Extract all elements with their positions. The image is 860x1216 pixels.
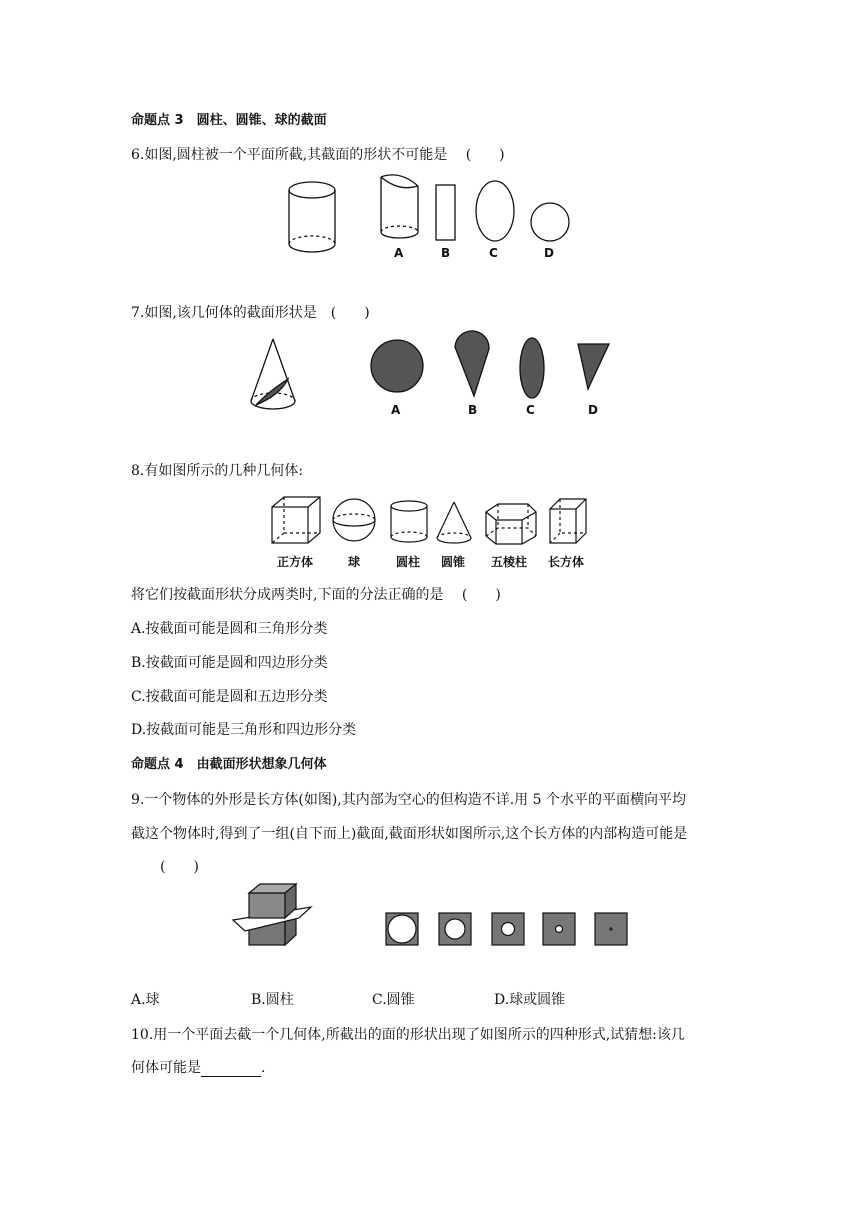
question-9-line-1: 9.一个物体的外形是长方体(如图),其内部为空心的但构造不详.用 5 个水平的平面横向平均 <box>131 792 686 808</box>
section-heading-4: 命题点 4 由截面形状想象几何体 <box>131 757 327 772</box>
question-10-line-1: 10.用一个平面去截一个几何体,所截出的面的形状出现了如图所示的四种形式,试猜想:该几 <box>131 1027 685 1043</box>
shape-label-pentagonal-prism: 五棱柱 <box>491 555 528 569</box>
shape-label-cone: 圆锥 <box>441 555 466 569</box>
q7-label-c: C <box>526 403 535 417</box>
q7-label-b: B <box>468 403 478 417</box>
q8-option-b: B.按截面可能是圆和四边形分类 <box>131 655 328 671</box>
q6-label-a: A <box>394 246 404 260</box>
q9-option-d: D.球或圆锥 <box>494 992 566 1008</box>
section-5-shape <box>595 913 627 945</box>
q9-option-c: C.圆锥 <box>372 992 415 1008</box>
q9-option-b: B.圆柱 <box>251 992 294 1008</box>
section-2-shape <box>439 913 471 945</box>
q7-label-a: A <box>391 403 401 417</box>
shape-label-cube: 正方体 <box>277 555 314 569</box>
question-6-text: 6.如图,圆柱被一个平面所截,其截面的形状不可能是 ( ) <box>131 147 505 163</box>
q9-option-a: A.球 <box>131 992 160 1008</box>
answer-blank[interactable] <box>201 1062 261 1077</box>
section-1-shape <box>386 913 418 945</box>
shape-label-cylinder: 圆柱 <box>396 555 421 569</box>
q8-option-a: A.按截面可能是圆和三角形分类 <box>131 621 328 637</box>
question-8-prompt: 将它们按截面形状分成两类时,下面的分法正确的是 ( ) <box>131 587 501 603</box>
section-4-shape <box>543 913 575 945</box>
q6-label-c: C <box>489 246 498 260</box>
q8-option-d: D.按截面可能是三角形和四边形分类 <box>131 722 357 738</box>
cuboid-with-plane-figure <box>233 884 311 945</box>
question-10-line-2: 何体可能是 . <box>131 1060 266 1076</box>
question-9-bracket: ( ) <box>160 859 199 875</box>
shape-label-sphere: 球 <box>348 555 361 569</box>
q6-label-d: D <box>544 246 554 260</box>
question-10-line-2-text: 何体可能是 <box>131 1060 201 1076</box>
question-8-text: 8.有如图所示的几种几何体: <box>131 463 304 479</box>
section-heading-3: 命题点 3 圆柱、圆锥、球的截面 <box>131 113 327 128</box>
q6-label-b: B <box>441 246 451 260</box>
shape-label-cuboid: 长方体 <box>548 555 585 569</box>
q7-label-d: D <box>588 403 598 417</box>
question-7-text: 7.如图,该几何体的截面形状是 ( ) <box>131 305 370 321</box>
q8-option-c: C.按截面可能是圆和五边形分类 <box>131 689 328 705</box>
section-3-shape <box>492 913 524 945</box>
question-9-line-2: 截这个物体时,得到了一组(自下而上)截面,截面形状如图所示,这个长方体的内部构造可能是 <box>131 826 688 842</box>
